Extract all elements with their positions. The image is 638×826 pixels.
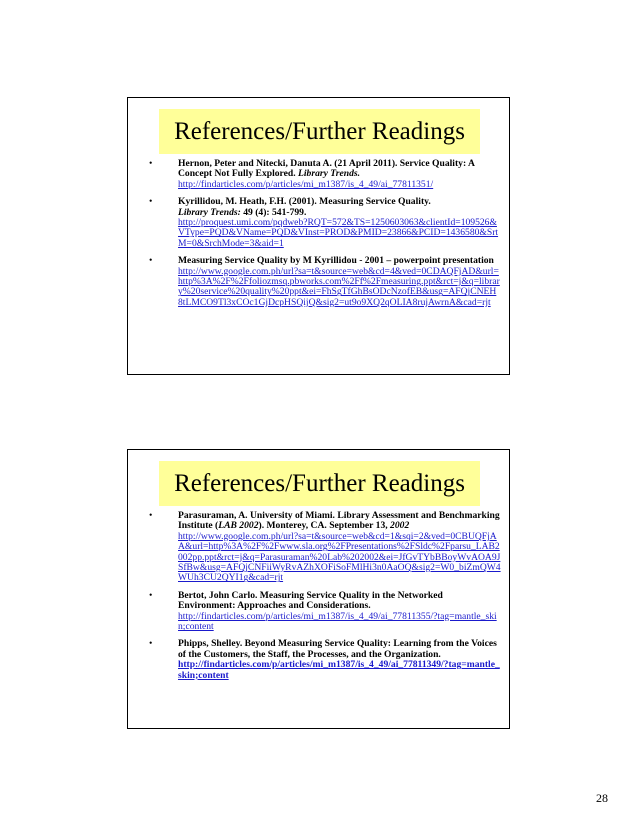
slide-1 <box>127 97 510 375</box>
slide-2 <box>127 449 510 729</box>
reference-location: ). Monterey, CA. September 13, <box>258 520 391 532</box>
reference-link[interactable]: http://www.google.com.ph/url?sa=t&source=web&cd=1&sqi=2&ved=0CBUQFjAA&url=http%3A%2F%2Fwww.sla.org%2FPresentations%2FSldc%2Fparsu_LAB2002pp.ppt&rct=j&q=Parasuraman%20Lab%202002&ei=JfGvTYbBBoyWvAOA9JSfBw&usg=AFQjCNFiiWyRvAZhXOFiSoFMlHi3n0AaOQ&sig2=W0_biZmQW4WUh3CU2QYI1g&cad=rjt <box>178 530 501 584</box>
slide-1-reference-list <box>146 159 501 315</box>
reference-text: Kyrillidou, M. Heath, F.H. (2001). Measuring Service Quality. <box>178 196 431 208</box>
reference-item <box>146 159 501 190</box>
reference-text: Measuring Service Quality by M Kyrillidou - 2001 – powerpoint presentation <box>178 255 494 267</box>
reference-link[interactable]: http://findarticles.com/p/articles/mi_m1387/is_4_49/ai_77811349/?tag=mantle_skin;content <box>178 659 500 681</box>
bullet: • <box>149 196 153 208</box>
reference-year: 2002 <box>390 520 410 532</box>
reference-item <box>146 511 501 584</box>
reference-journal: Library Trends: <box>178 206 241 218</box>
reference-item <box>146 591 501 633</box>
reference-event: LAB 2002 <box>218 520 259 532</box>
bullet: • <box>149 510 153 521</box>
reference-link[interactable]: http://findarticles.com/p/articles/mi_m1387/is_4_49/ai_77811351/ <box>178 178 434 190</box>
reference-item <box>146 639 501 681</box>
bullet: • <box>149 158 153 169</box>
reference-journal: Library Trends. <box>298 168 361 180</box>
bullet: • <box>149 638 153 650</box>
reference-item <box>146 256 501 308</box>
bullet: • <box>149 589 153 601</box>
reference-link[interactable]: http://www.google.com.ph/url?sa=t&source=web&cd=4&ved=0CDAQFjAD&url=http%3A%2F%2Ffoliozmsq.pbworks.com%2Ff%2Fmeasuring.ppt&rct=j&q=library%20service%20quality%20ppt&ei=FhSgTfGhBsODcNzofEB&usg=AFQjCNEH8tLMCO9Tl3xCOc1GjDcpHSQijQ&sig2=ut9o9XQ2qOLIA8rujAwrnA&cad=rjt <box>178 265 500 308</box>
reference-text: Phipps, Shelley. Beyond Measuring Service Quality: Learning from the Voices of the Customers, the Staff, the Processes, and the Organization. <box>178 638 497 660</box>
slide-1-title: References/Further Readings <box>159 109 480 154</box>
slide-2-title: References/Further Readings <box>159 461 480 506</box>
page-number: 28 <box>596 791 608 805</box>
reference-volume: 49 (4): 541-799. <box>240 206 307 218</box>
bullet: • <box>149 255 153 267</box>
slide-2-reference-list <box>146 511 501 688</box>
reference-text: Bertot, John Carlo. Measuring Service Quality in the Networked Environment: Approaches and Considerations. <box>178 589 443 612</box>
reference-text: Hernon, Peter and Nitecki, Danuta A. (21 April 2011). Service Quality: A Concept Not Fully Explored. <box>178 158 475 180</box>
reference-link[interactable]: http://proquest.umi.com/pqdweb?RQT=572&TS=1250603063&clientId=109526&VType=PQD&VName=PQD&VInst=PROD&PMID=23866&PCID=1436580&SrtM=0&SrchMode=3&aid=1 <box>178 217 499 249</box>
reference-text: Parasuraman, A. University of Miami. Library Assessment and Benchmarking Institute ( <box>178 510 500 532</box>
reference-link[interactable]: http://findarticles.com/p/articles/mi_m1387/is_4_49/ai_77811355/?tag=mantle_skin;content <box>178 610 497 633</box>
reference-item <box>146 197 501 249</box>
